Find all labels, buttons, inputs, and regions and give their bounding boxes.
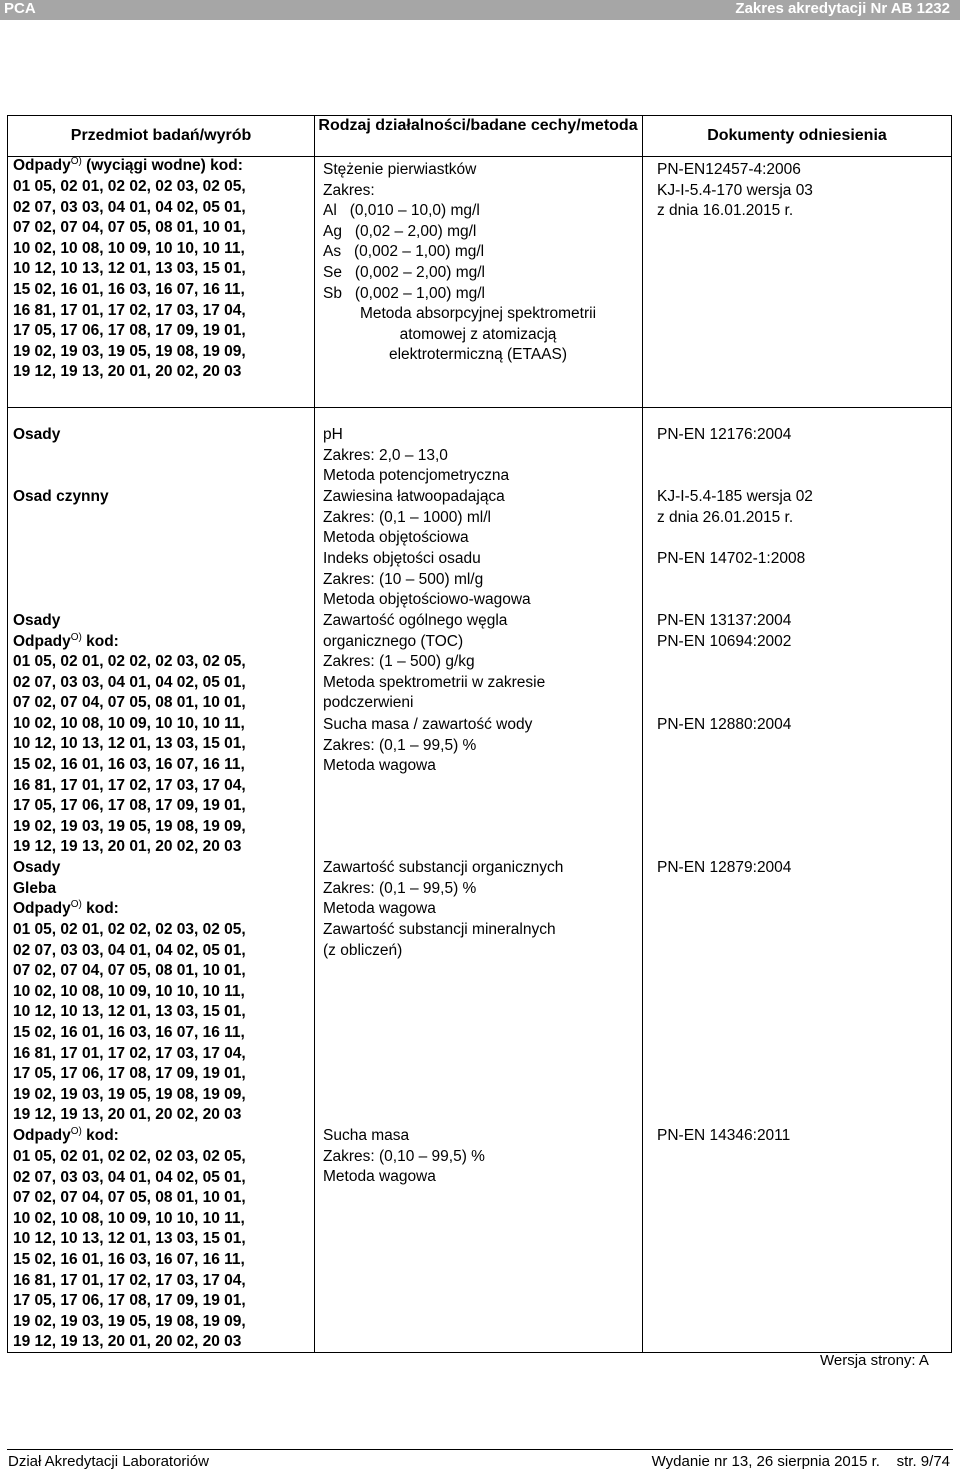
method-mineralne: Zawartość substancji mineralnych (z obliczeń) [323,921,556,959]
subject-odpady-3: Odpady$^{O)}$ kod: [13,898,119,917]
page-version: Wersja strony: A [820,1352,929,1369]
method-toc: Zawartość ogólnego węgla organicznego (TOC) Zakres: (1 – 500) g/kg Metoda spektrometrii w zakresie podczerwieni [323,612,546,712]
waste-codes: 01 05, 02 01, 02 02, 02 03, 02 05, 02 07, 03 03, 04 01, 04 02, 05 01, 07 02, 07 04, 07 05, 08 01, 10 01, 10 02, 10 08, 10 09, 10 10, 10 11, 10 12, 10 13, 12 01, 13 03, 15 01, 15 02, 16 01, 16 03, 16 07, 16 11, 16 81, 17 01, 17 02, 17 03, 17 04, 17 05, 17 06, 17 08, 17 09, 19 01, 19 02, 19 03, 19 05, 19 08, 19 09, 19 12, 19 13, 20 01, 20 02, 20 03 [13,1148,246,1351]
subject-odpady-2: Odpady$^{O)}$ kod: [13,631,119,650]
subject-osad-czynny: Osad czynny [13,488,109,505]
header-right: Zakres akredytacji Nr AB 1232 [735,0,950,17]
docs-organiczne: PN-EN 12879:2004 [657,859,792,876]
docs-sucha-masa: PN-EN 12880:2004 [657,716,792,733]
page-header [0,0,960,20]
method-elements: Stężenie pierwiastków Zakres: Al (0,010 – 10,0) mg/l Ag (0,02 – 2,00) mg/l As (0,002 – 1,00) mg/l Se (0,002 – 2,00) mg/l Sb (0,002 – 1,00) mg/l [323,161,485,302]
header-left: PCA [4,0,36,17]
col-divider [642,116,643,1352]
docs-toc: PN-EN 13137:2004 PN-EN 10694:2002 [657,612,792,650]
subject-osady-2: Osady [13,612,61,629]
method-sucha-masa: Sucha masa / zawartość wody Zakres: (0,1 – 99,5) % Metoda wagowa [323,716,533,775]
subject-osady-3: Osady [13,859,61,876]
docs-row1: PN-EN12457-4:2006 KJ-I-5.4-170 wersja 03 z dnia 16.01.2015 r. [657,161,813,220]
method-zawiesina: Zawiesina łatwoopadająca Zakres: (0,1 – 1000) ml/l Metoda objętościowa [323,488,505,547]
subject-osady-1: Osady [13,426,61,443]
col-divider [314,116,315,1352]
accreditation-table [7,115,952,1353]
footer-left: Dział Akredytacji Laboratoriów [8,1453,209,1470]
method-etaas: Metoda absorpcyjnej spektrometrii atomowej z atomizacją elektrotermiczną (ETAAS) [359,305,597,364]
col-header-method: Rodzaj działalności/badane cechy/metoda [318,117,638,134]
row-divider [8,407,951,408]
docs-indeks: PN-EN 14702-1:2008 [657,550,806,567]
waste-codes: 01 05, 02 01, 02 02, 02 03, 02 05, 02 07, 03 03, 04 01, 04 02, 05 01, 07 02, 07 04, 07 05, 08 01, 10 01, 10 02, 10 08, 10 09, 10 10, 10 11, 10 12, 10 13, 12 01, 13 03, 15 01, 15 02, 16 01, 16 03, 16 07, 16 11, 16 81, 17 01, 17 02, 17 03, 17 04, 17 05, 17 06, 17 08, 17 09, 19 01, 19 02, 19 03, 19 05, 19 08, 19 09, 19 12, 19 13, 20 01, 20 02, 20 03 [13,921,246,1124]
method-sucha-masa-2: Sucha masa Zakres: (0,10 – 99,5) % Metoda wagowa [323,1127,485,1186]
col-header-docs: Dokumenty odniesienia [707,127,887,144]
subject-odpady-4: Odpady$^{O)}$ kod: [13,1125,119,1144]
method-indeks: Indeks objętości osadu Zakres: (10 – 500) ml/g Metoda objętościowo-wagowa [323,550,531,609]
method-organiczne: Zawartość substancji organicznych Zakres: (0,1 – 99,5) % Metoda wagowa [323,859,564,918]
docs-zawiesina: KJ-I-5.4-185 wersja 02 z dnia 26.01.2015 r. [657,488,813,526]
subject-gleba: Gleba [13,880,57,897]
waste-codes: 01 05, 02 01, 02 02, 02 03, 02 05, 02 07, 03 03, 04 01, 04 02, 05 01, 07 02, 07 04, 07 05, 08 01, 10 01, 10 02, 10 08, 10 09, 10 10, 10 11, 10 12, 10 13, 12 01, 13 03, 15 01, 15 02, 16 01, 16 03, 16 07, 16 11, 16 81, 17 01, 17 02, 17 03, 17 04, 17 05, 17 06, 17 08, 17 09, 19 01, 19 02, 19 03, 19 05, 19 08, 19 09, 19 12, 19 13, 20 01, 20 02, 20 03 [13,653,246,856]
docs-sucha-masa-2: PN-EN 14346:2011 [657,1127,791,1144]
docs-ph: PN-EN 12176:2004 [657,426,792,443]
footer-right: Wydanie nr 13, 26 sierpnia 2015 r. str. 9/74 [651,1453,950,1470]
method-ph: pH Zakres: 2,0 – 13,0 Metoda potencjometryczna [323,426,510,485]
waste-codes: 01 05, 02 01, 02 02, 02 03, 02 05, 02 07, 03 03, 04 01, 04 02, 05 01, 07 02, 07 04, 07 05, 08 01, 10 01, 10 02, 10 08, 10 09, 10 10, 10 11, 10 12, 10 13, 12 01, 13 03, 15 01, 15 02, 16 01, 16 03, 16 07, 16 11, 16 81, 17 01, 17 02, 17 03, 17 04, 17 05, 17 06, 17 08, 17 09, 19 01, 19 02, 19 03, 19 05, 19 08, 19 09, 19 12, 19 13, 20 01, 20 02, 20 03 [13,178,246,381]
col-header-subject: Przedmiot badań/wyrób [70,127,252,144]
footer-divider [7,1449,953,1450]
subject-odpady-wyciagi: Odpady$^{O)}$ (wyciągi wodne) kod: [13,155,243,174]
